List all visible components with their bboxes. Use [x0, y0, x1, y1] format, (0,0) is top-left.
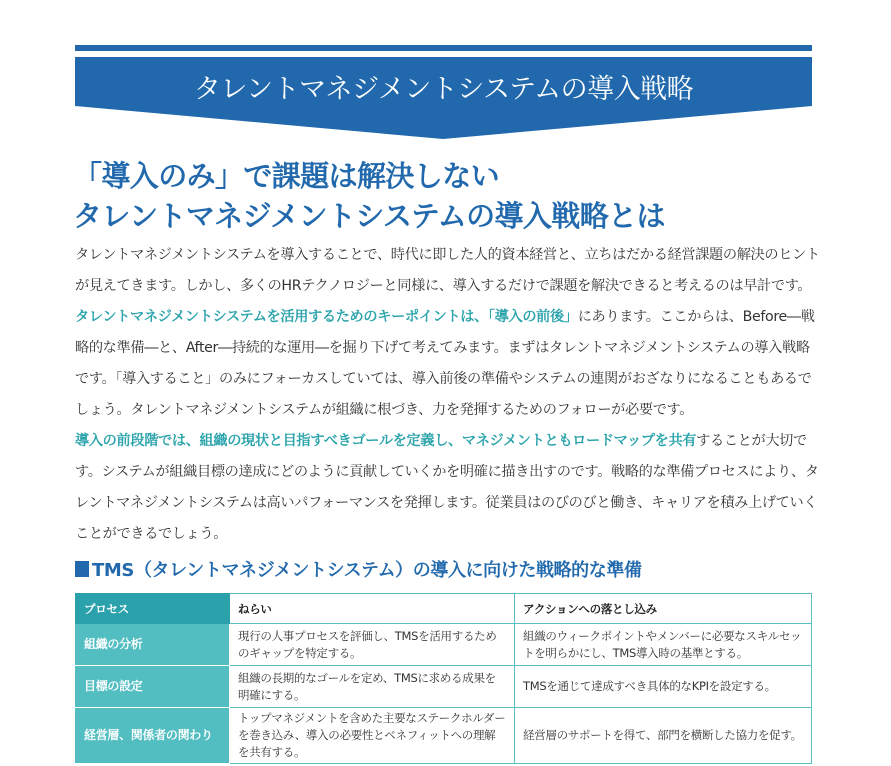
- table-row: [76, 666, 812, 708]
- cell-process: 組織の分析: [76, 624, 230, 666]
- header-aim: ねらい: [230, 594, 515, 624]
- table-header-row: [76, 594, 812, 624]
- title-banner: [75, 57, 812, 139]
- page-heading: [73, 156, 833, 236]
- cell-aim: 現行の人事プロセスを評価し、TMSを活用するためのギャップを特定する。: [230, 624, 515, 666]
- table-row: [76, 708, 812, 764]
- highlight-text: タレントマネジメントシステムを活用するためのキーポイントは、「導入の前後」: [75, 309, 578, 325]
- cell-process: 目標の設定: [76, 666, 230, 708]
- cell-aim: 組織の長期的なゴールを定め、TMSに求める成果を明確にする。: [230, 666, 515, 708]
- square-bullet-icon: [75, 561, 89, 577]
- cell-action: TMSを通じて達成すべき具体的なKPIを設定する。: [515, 666, 812, 708]
- cell-process: 経営層、関係者の関わり: [76, 708, 230, 764]
- preparation-table: [75, 593, 812, 764]
- header-process: プロセス: [76, 594, 230, 624]
- paragraph-2: 導入の前段階では、組織の現状と目指すべきゴールを定義し、マネジメントともロードマップを共有することが大切です。システムが組織目標の達成にどのように貢献していくかを明確に描き出すのです。戦略的な準備プロセスにより、タレントマネジメントシステムは高いパフォーマンスを発揮します。従業員はのびのびと働き、キャリアを積み上げていくことができるでしょう。: [75, 433, 819, 542]
- top-rule: [75, 45, 812, 51]
- highlight-text: 導入の前段階では、組織の現状と目指すべきゴールを定義し、マネジメントともロードマップを共有: [75, 433, 697, 449]
- banner-title: タレントマネジメントシステムの導入戦略: [193, 74, 694, 105]
- paragraph-1: タレントマネジメントシステムを導入することで、時代に即した人的資本経営と、立ちはだかる経営課題の解決のヒントが見えてきます。しかし、多くのHRテクノロジーと同様に、導入するだけで課題を解決できると考えるのは早計です。タレントマネジメントシステムを活用するためのキーポイントは、「導入の前後」にあります。ここからは、Before―戦略的な準備―と、After―持続的な運用―を掘り下げて考えてみます。まずはタレントマネジメントシステムの導入戦略です。「導入すること」のみにフォーカスしていては、導入前後の準備やシステムの連関がおざなりになることもあるでしょう。タレントマネジメントシステムが組織に根づき、力を発揮するためのフォローが必要です。: [75, 247, 820, 418]
- cell-action: 組織のウィークポイントやメンバーに必要なスキルセットを明らかにし、TMS導入時の基準とする。: [515, 624, 812, 666]
- section-title: TMS（タレントマネジメントシステム）の導入に向けた戦略的な準備: [75, 556, 642, 582]
- body-text: [75, 240, 820, 550]
- cell-aim: トップマネジメントを含めた主要なステークホルダーを巻き込み、導入の必要性とベネフィットへの理解を共有する。: [230, 708, 515, 764]
- heading-line-2: タレントマネジメントシステムの導入戦略とは: [73, 199, 665, 233]
- header-action: アクションへの落とし込み: [515, 594, 812, 624]
- table-row: [76, 624, 812, 666]
- cell-action: 経営層のサポートを得て、部門を横断した協力を促す。: [515, 708, 812, 764]
- heading-line-1: 「導入のみ」で課題は解決しない: [73, 159, 500, 193]
